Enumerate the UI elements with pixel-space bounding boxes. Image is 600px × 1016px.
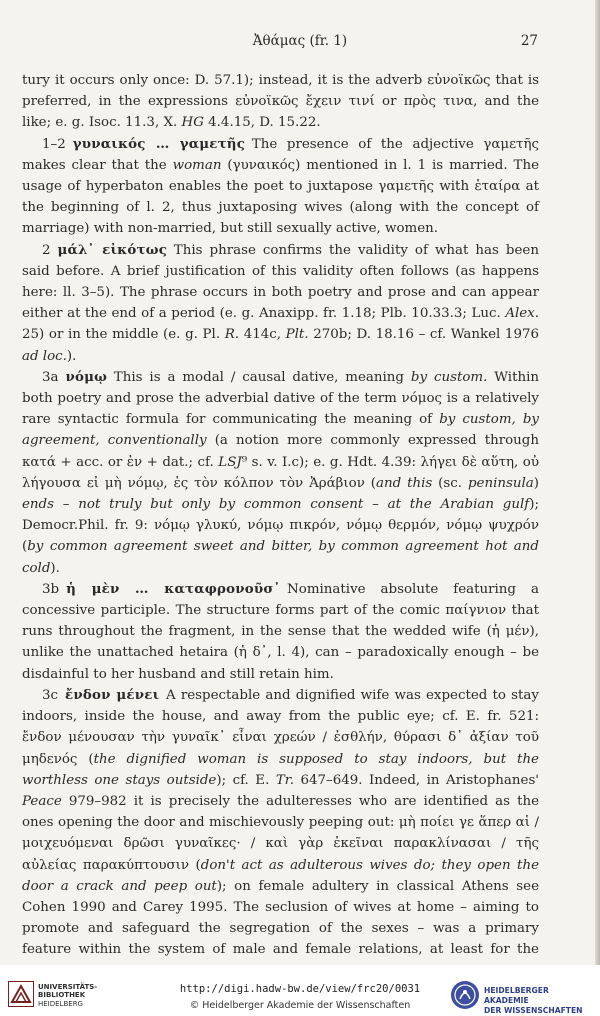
lemma: νόμῳ — [65, 368, 108, 385]
text-run: 270b; D. 18.16 – cf. Wankel 1976 — [308, 327, 540, 343]
academy-logo — [450, 980, 590, 1015]
line-reference: 3b — [42, 581, 60, 597]
italic-text: Peace — [22, 793, 62, 809]
line-reference: 2 — [42, 242, 51, 258]
text-run: This phrase confirms the validity of what has been said before. A brief justification of this validity often follows (as happens here: ll. 3–5). The phrase occurs in both poetry and prose and can appear either at the end of a period (e. g. Anaxipp. fr. 1.18; Plb. 10.33.3; Luc. — [22, 242, 539, 322]
commentary-paragraph — [22, 240, 539, 367]
lemma: μάλ᾽ εἰκότως — [57, 241, 168, 258]
text-run: 647–649. Indeed, in Aristophanes' — [293, 772, 539, 788]
text-run: tury it occurs only once: D. 57.1); instead, it is the adverb εὐνοϊκῶς that is preferred, in the expressions εὐνοϊκῶς ἔχειν τινί or πρὸς τινα, and the like; e. g. Isoc. 11.3, X. — [22, 73, 539, 131]
italic-text: and this — [376, 475, 433, 491]
academy-logo-line: DER WISSENSCHAFTEN — [484, 1006, 583, 1015]
italic-text: R. — [224, 327, 240, 343]
footer — [0, 965, 600, 1015]
text-run: A respectable and dignified wife was expected to stay indoors, inside the house, and away from the public eye; cf. E. fr. 521: ἔνδον μένουσαν τὴν γυναῖκ᾽ εἶναι χρεών / ἐσθλήν, θύρασι δ᾽ ἀξίαν τοῦ μηδενός ( — [22, 687, 539, 767]
italic-text: Alex. — [505, 306, 539, 322]
commentary-text — [22, 70, 539, 1003]
commentary-paragraph — [22, 579, 539, 685]
italic-text: don't act as adulterous wives do; they open the door a crack and peep out — [22, 857, 539, 894]
text-run: 979–982 it is precisely the adulteresses who are identified as the ones opening the door and mischievously peeping out: μὴ ποίει γε ἅπερ αἱ / μοιχευόμεναι δρῶσι γυναῖκες· / καὶ γὰρ ἐκεῖναι παρακλίνασαι / τῆς αὐλείας παρακύπτουσιν ( — [22, 793, 539, 873]
text-run: (γυναικός) mentioned in l. 1 is married. The usage of hyperbaton enables the poet to juxtapose γαμετῆς with ἑταίρα at the beginning of l. 2, thus juxtaposing wives (along with the concept of marriage) with non-married, but still sexually active, women. — [22, 157, 539, 237]
line-reference: 1–2 — [42, 136, 66, 152]
text-run: (sc. — [432, 475, 468, 491]
page-spine-shadow — [595, 0, 600, 965]
line-reference: 3a — [42, 369, 59, 385]
library-logo-line: HEIDELBERG — [38, 999, 83, 1008]
italic-text: peninsula — [467, 475, 534, 491]
commentary-paragraph — [22, 367, 539, 579]
text-run: Nominative absolute featuring a concessive participle. The structure forms part of the comic παίγνιον that runs throughout the fragment, in the sense that the wedded wife (ἡ μέν), unlike the unattached hetaira (ἡ δ᾽, l. 4), can – paradoxically enough – be disdainful to her husband and still retain him. — [22, 581, 539, 682]
italic-text: HG — [181, 115, 204, 131]
text-run: This is a modal / causal dative, meaning — [113, 369, 411, 385]
text-run: (a notion more commonly expressed through κατά + acc. or ἐν + dat.; cf. — [22, 433, 539, 470]
text-run: ); Democr.Phil. fr. 9: νόμῳ γλυκύ, νόμῳ πικρόν, νόμῳ θερμόν, νόμῳ ψυχρόν ( — [22, 497, 539, 555]
copyright-notice: © Heidelberger Akademie der Wissenschaften — [189, 1000, 411, 1011]
text-run: ⁹ s. v. I.c); e. g. Hdt. 4.39: λήγει δὲ αὕτη, οὐ λήγουσα εἰ μὴ νόμῳ, ἐς τὸν κόλπον τὸν Ἀράβιον ( — [22, 454, 540, 491]
italic-text: Plt. — [285, 327, 309, 343]
text-run: ) — [533, 475, 539, 491]
italic-text: by custom. — [410, 369, 488, 385]
text-run: The presence of the adjective γαμετῆς makes clear that the — [22, 136, 539, 173]
line-reference: 3c — [42, 687, 59, 703]
italic-text: the dignified woman is supposed to stay indoors, but the worthless one stays outside — [22, 751, 539, 788]
running-title: Ἀθάμας (fr. 1) — [252, 33, 348, 49]
lemma: ἔνδον μένει — [65, 686, 160, 703]
source-url-link[interactable]: http://digi.hadw-bw.de/view/frc20/0031 — [179, 983, 421, 995]
text-run: ). — [66, 348, 77, 364]
text-run: 414c, — [239, 327, 286, 343]
commentary-paragraph — [22, 685, 539, 1003]
text-run: 4.4.15, D. 15.22. — [203, 115, 321, 131]
library-logo-line: UNIVERSITÄTS- — [38, 983, 98, 991]
library-logo-line: BIBLIOTHEK — [38, 991, 86, 1000]
page-number: 27 — [520, 33, 538, 49]
academy-seal-icon — [450, 980, 480, 1010]
text-run: ); cf. E. — [216, 772, 276, 788]
italic-text: Tr. — [275, 772, 294, 788]
academy-logo-line: HEIDELBERGER AKADEMIE — [484, 986, 549, 1005]
italic-text: LSJ — [218, 454, 242, 470]
italic-text: ad loc. — [22, 348, 67, 364]
lemma: ἡ μὲν … καταφρονοῦσ᾽ — [66, 580, 281, 597]
italic-text: woman — [172, 157, 222, 173]
text-run: ). — [50, 560, 60, 576]
commentary-paragraph — [22, 134, 539, 240]
italic-text: by common agreement sweet and bitter, by common agreement hot and cold — [22, 539, 539, 576]
italic-text: by custom, by agreement, conventionally — [22, 412, 539, 449]
text-run: Within both poetry and prose the adverbial dative of the term νόμος is a relatively rare syntactic formula for communicating the meaning of — [22, 369, 539, 428]
text-run: ); on female adultery in classical Athens see Cohen 1990 and Carey 1995. The seclusion of wives at home – aiming to promote and safeguard the segregation of the sexes – was a primary feature within the system of male and female relations, at least for the — [22, 878, 539, 958]
lemma: γυναικός … γαμετῆς — [72, 135, 246, 152]
italic-text: ends – not truly but only by common consent – at the Arabian gulf — [22, 497, 530, 513]
text-run: 25) or in the middle (e. g. Pl. — [22, 327, 225, 343]
commentary-paragraph — [22, 70, 539, 134]
